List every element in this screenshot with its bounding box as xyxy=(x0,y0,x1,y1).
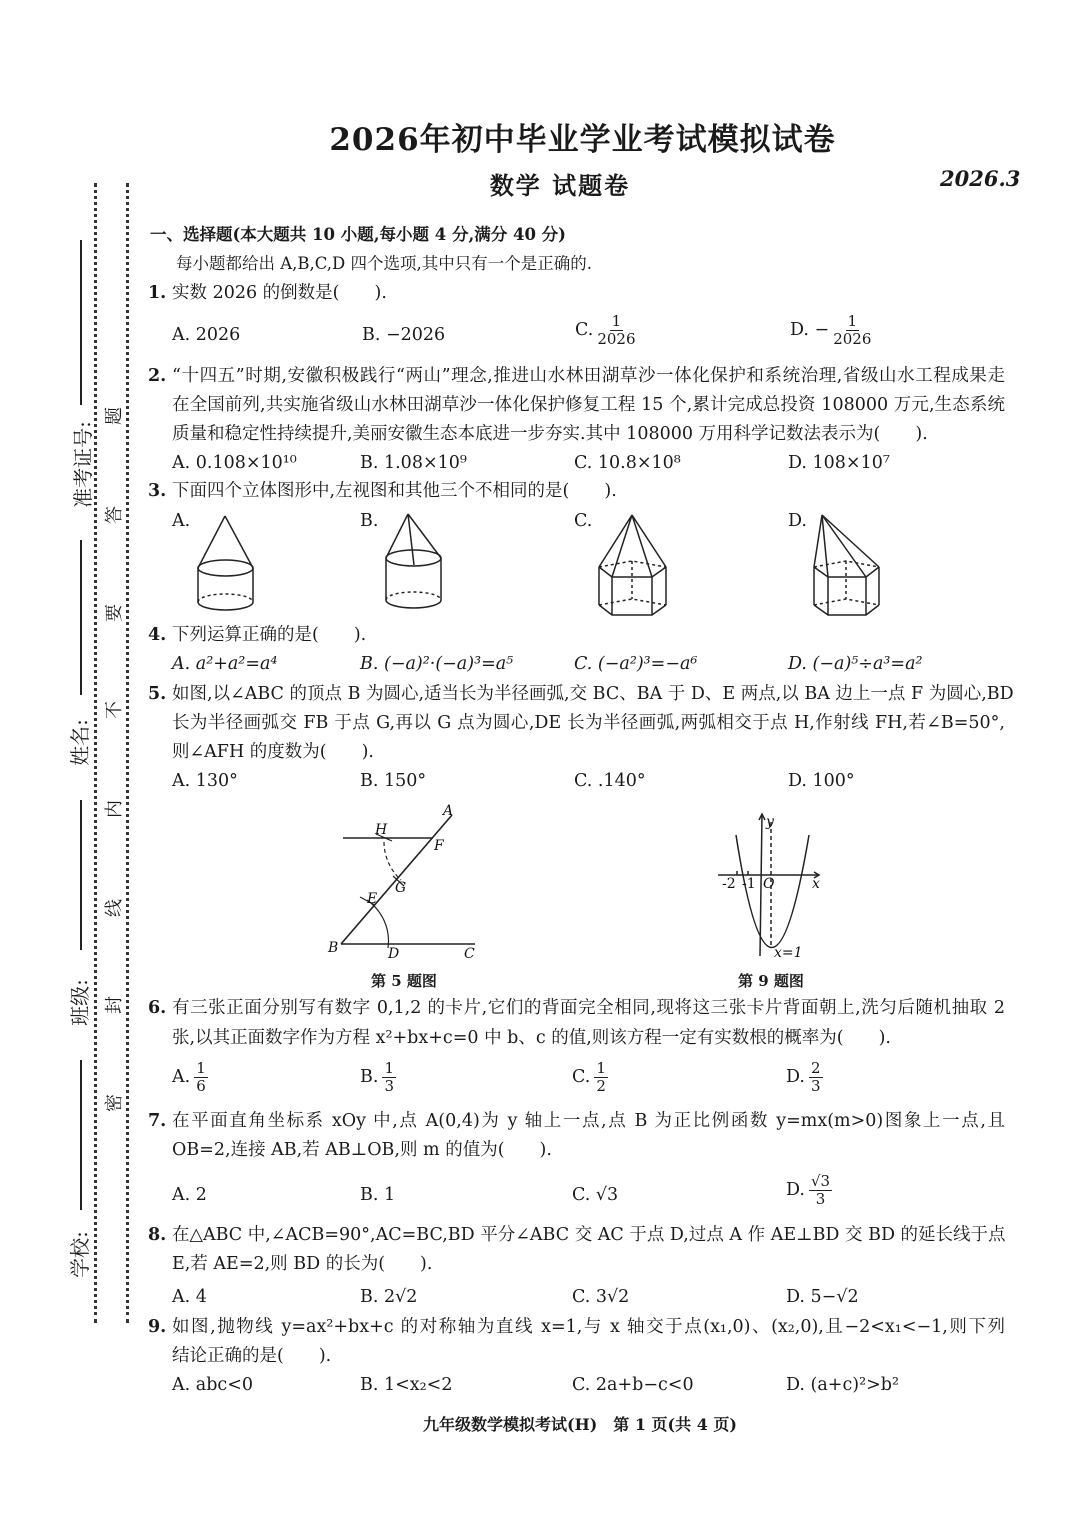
school-label: 学校: xyxy=(67,1231,92,1278)
exam-id-label: 准考证号: xyxy=(70,421,95,508)
denominator: 3 xyxy=(810,1077,821,1095)
fraction xyxy=(809,1060,823,1095)
option-d[interactable]: D. (a+c)²>b² xyxy=(786,1375,899,1395)
y-axis xyxy=(760,815,762,956)
denominator: 3 xyxy=(815,1190,826,1208)
y-axis-label: y xyxy=(766,814,774,830)
seal-char: 要 xyxy=(104,604,125,622)
label-H: H xyxy=(375,822,388,838)
option-d[interactable] xyxy=(786,1173,832,1208)
symmetry-axis-label: x=1 xyxy=(774,945,803,961)
numerator: 1 xyxy=(196,1059,206,1077)
question-text: 如图,以∠ABC 的顶点 B 为圆心,适当长为半径画弧,交 BC、BA 于 D、E 两点,以 BA 边上一点 F 为圆心,BD xyxy=(172,684,1014,704)
question-text: E,若 AE=2,则 BD 的长为( ). xyxy=(172,1254,433,1274)
option-c[interactable]: C. 10.8×10⁸ xyxy=(574,453,681,473)
option-b[interactable]: B. 1 xyxy=(360,1185,396,1205)
label-F: F xyxy=(434,838,444,854)
question-number: 5. xyxy=(148,684,167,704)
question-text: OB=2,连接 AB,若 AB⊥OB,则 m 的值为( ). xyxy=(172,1140,552,1160)
seal-char: 线 xyxy=(104,899,125,917)
fraction xyxy=(809,1173,832,1208)
question-text: 在平面直角坐标系 xOy 中,点 A(0,4)为 y 轴上一点,点 B 为正比例函数 y=mx(m>0)图象上一点,且 xyxy=(172,1111,1005,1131)
exam-date: 2026.3 xyxy=(940,166,1021,191)
tick-label-neg1: -1 xyxy=(742,876,756,892)
numerator: √3 xyxy=(810,1172,831,1190)
option-d[interactable]: D. 100° xyxy=(788,771,855,791)
question-number: 1. xyxy=(148,283,167,303)
fraction xyxy=(594,1060,608,1095)
seal-char: 封 xyxy=(104,996,125,1014)
question-text: 下面四个立体图形中,左视图和其他三个不相同的是( ). xyxy=(172,481,617,501)
option-b[interactable]: B. (−a)²·(−a)³=a⁵ xyxy=(360,654,514,674)
label-A: A xyxy=(443,803,454,819)
numerator: 1 xyxy=(596,1059,606,1077)
question-text: 下列运算正确的是( ). xyxy=(172,625,367,645)
option-label: D. − xyxy=(790,320,830,340)
option-c[interactable]: C. 2a+b−c<0 xyxy=(572,1375,694,1395)
option-b[interactable]: B. 150° xyxy=(360,771,427,791)
name-label: 姓名: xyxy=(67,719,92,766)
option-d[interactable] xyxy=(786,1060,823,1095)
question-number: 9. xyxy=(148,1317,167,1337)
option-label: B. xyxy=(360,1067,379,1087)
option-c[interactable]: C. (−a²)³=−a⁶ xyxy=(574,654,698,674)
question-text: 则∠AFH 的度数为( ). xyxy=(172,742,374,762)
origin-label: O xyxy=(763,876,775,892)
question-text: 如图,抛物线 y=ax²+bx+c 的对称轴为直线 x=1,与 x 轴交于点(x₁,0)、(x₂,0),且−2<x₁<−1,则下列 xyxy=(172,1317,1005,1337)
option-label: C. xyxy=(572,1067,591,1087)
option-b[interactable]: B. −2026 xyxy=(362,325,446,345)
option-b[interactable]: B. 1.08×10⁹ xyxy=(360,453,467,473)
x-axis-label: x xyxy=(812,876,820,892)
fraction xyxy=(382,1060,396,1095)
option-d[interactable]: D. 108×10⁷ xyxy=(788,453,890,473)
option-c[interactable]: C. xyxy=(574,511,593,531)
label-B: B xyxy=(328,940,339,956)
section-instruction: 每小题都给出 A,B,C,D 四个选项,其中只有一个是正确的. xyxy=(176,254,593,273)
option-d[interactable]: D. (−a)⁵÷a³=a² xyxy=(788,654,923,674)
fraction xyxy=(194,1060,208,1095)
option-a[interactable]: A. a²+a²=a⁴ xyxy=(172,654,278,674)
seal-char: 题 xyxy=(104,407,125,425)
numerator: 1 xyxy=(847,312,858,330)
numerator: 2 xyxy=(810,1059,821,1077)
option-d[interactable]: D. xyxy=(788,511,807,531)
question-text: 长为半径画弧交 FB 于点 G,再以 G 点为圆心,DE 长为半径画弧,两弧相交于点 H,作射线 FH,若∠B=50°, xyxy=(172,713,1005,733)
option-label: C. xyxy=(575,320,594,340)
question-number: 7. xyxy=(148,1111,167,1131)
seal-char: 密 xyxy=(104,1094,125,1112)
question-text: 结论正确的是( ). xyxy=(172,1346,332,1366)
question-number: 8. xyxy=(148,1225,167,1245)
question-text: “十四五”时期,安徽积极践行“两山”理念,推进山水林田湖草沙一体化保护和系统治理,省级山水工程成果走 xyxy=(172,366,1005,386)
question-text: 张,以其正面数字作为方程 x²+bx+c=0 中 b、c 的值,则该方程一定有实数根的概率为( ). xyxy=(172,1028,891,1048)
question-number: 2. xyxy=(148,366,167,386)
page-title: 2026年初中毕业学业考试模拟试卷 xyxy=(329,122,836,158)
question-text: 在全国前列,共实施省级山水林田湖草沙一体化保护修复工程 15 个,累计完成总投资 108000 万元,生态系统 xyxy=(172,395,1005,415)
denominator: 6 xyxy=(196,1077,206,1095)
seal-char: 内 xyxy=(104,800,125,818)
option-a[interactable]: A. 0.108×10¹⁰ xyxy=(172,453,297,473)
option-label: D. xyxy=(786,1180,805,1200)
tick-label-neg2: -2 xyxy=(722,876,736,892)
question-text: 在△ABC 中,∠ACB=90°,AC=BC,BD 平分∠ABC 交 AC 于点 D,过点 A 作 AE⊥BD 交 BD 的延长线于点 xyxy=(172,1225,1006,1245)
question-text: 实数 2026 的倒数是( ). xyxy=(172,283,387,303)
option-a[interactable]: A. 4 xyxy=(172,1287,207,1307)
seal-char: 不 xyxy=(104,701,125,719)
label-C: C xyxy=(464,946,475,962)
question-text: 质量和稳定性持续提升,美丽安徽生态本底进一步夯实.其中 108000 万用科学记数法表示为( ). xyxy=(172,424,928,444)
page-subtitle: 数学 试题卷 xyxy=(489,171,631,200)
class-label: 班级: xyxy=(67,979,92,1026)
option-d[interactable]: D. 5−√2 xyxy=(786,1287,859,1307)
figure-9-caption: 第 9 题图 xyxy=(738,972,804,990)
option-c[interactable]: C. .140° xyxy=(574,771,646,791)
option-c[interactable]: C. 3√2 xyxy=(572,1287,630,1307)
option-a[interactable]: A. 2026 xyxy=(172,325,241,345)
denominator: 3 xyxy=(384,1077,394,1095)
option-c[interactable] xyxy=(572,1060,608,1095)
label-G: G xyxy=(395,880,407,896)
option-b[interactable]: B. 1<x₂<2 xyxy=(360,1375,453,1395)
page-footer: 九年级数学模拟考试(H) 第 1 页(共 4 页) xyxy=(423,1415,737,1434)
seal-char: 答 xyxy=(104,506,125,524)
section-heading: 一、选择题(本大题共 10 小题,每小题 4 分,满分 40 分) xyxy=(150,225,566,244)
denominator: 2026 xyxy=(597,330,636,348)
option-label: A. xyxy=(172,1067,191,1087)
question-number: 6. xyxy=(148,998,167,1018)
question-number: 4. xyxy=(148,625,167,645)
option-b[interactable] xyxy=(360,1060,396,1095)
option-a[interactable]: A. abc<0 xyxy=(172,1375,253,1395)
figure-5-caption: 第 5 题图 xyxy=(371,972,437,990)
option-a[interactable]: A. xyxy=(172,511,191,531)
option-label: D. xyxy=(786,1067,805,1087)
label-D: D xyxy=(388,946,400,962)
question-text: 有三张正面分别写有数字 0,1,2 的卡片,它们的背面完全相同,现将这三张卡片背面朝上,洗匀后随机抽取 2 xyxy=(172,998,1005,1018)
denominator: 2 xyxy=(596,1077,606,1095)
option-b[interactable]: B. xyxy=(360,511,379,531)
option-a[interactable] xyxy=(172,1060,208,1095)
denominator: 2026 xyxy=(833,330,872,348)
option-b[interactable]: B. 2√2 xyxy=(360,1287,418,1307)
numerator: 1 xyxy=(611,312,622,330)
question-number: 3. xyxy=(148,481,167,501)
numerator: 1 xyxy=(384,1059,394,1077)
label-E: E xyxy=(367,891,378,907)
option-a[interactable]: A. 130° xyxy=(172,771,238,791)
option-a[interactable]: A. 2 xyxy=(172,1185,207,1205)
option-c[interactable]: C. √3 xyxy=(572,1185,619,1205)
school-field[interactable] xyxy=(80,1060,82,1210)
